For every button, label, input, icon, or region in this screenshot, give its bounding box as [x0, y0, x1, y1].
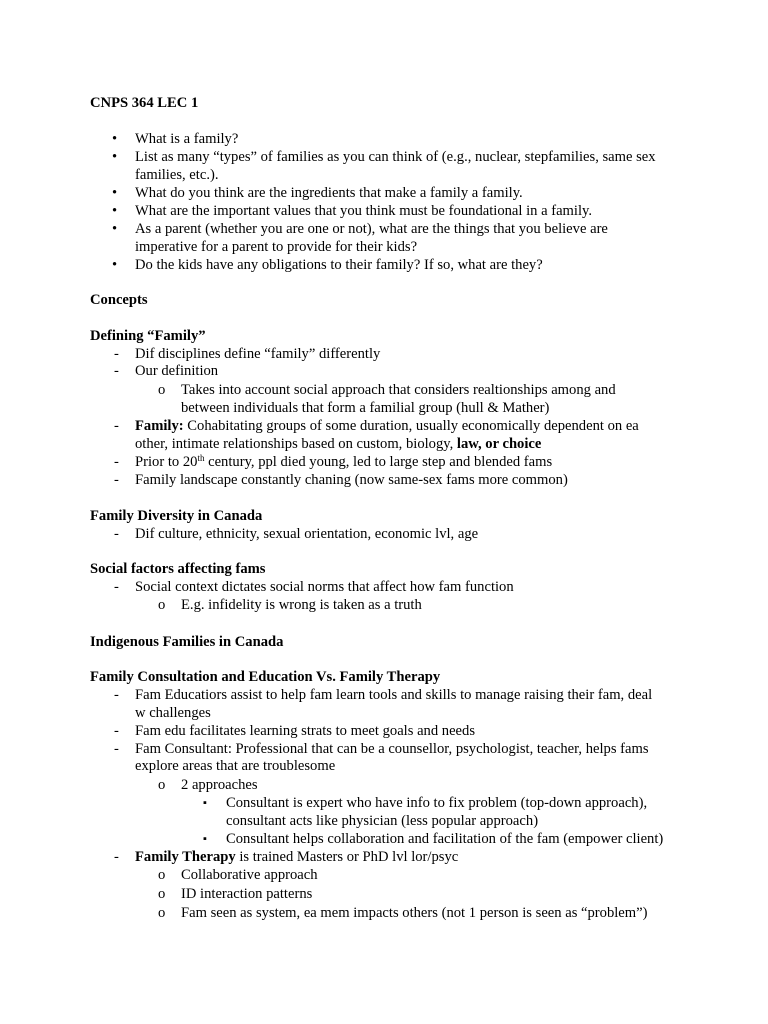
sub-sub-list-item: Consultant is expert who have info to fix problem (top-down approach),: [226, 795, 648, 811]
list-item-family-therapy: [135, 848, 458, 866]
bullet-circle: o: [158, 886, 166, 902]
list-item: Family landscape constantly chaning (now same-sex fams more common): [135, 472, 568, 488]
list-item-continuation: imperative for a parent to provide for their kids?: [135, 239, 418, 255]
list-item: Our definition: [135, 363, 219, 379]
document-title: CNPS 364 LEC 1: [90, 95, 199, 111]
sub-list-item: Takes into account social approach that considers realtionships among and: [181, 382, 616, 398]
list-item: What is a family?: [135, 131, 239, 147]
list-item: Fam Consultant: Professional that can be a counsellor, psychologist, teacher, helps fams: [135, 741, 649, 757]
family-therapy-term: Family Therapy: [135, 849, 236, 865]
bullet-dash: -: [114, 723, 119, 739]
sub-list-item-continuation: between individuals that form a familial group (hull & Mather): [181, 400, 550, 416]
bullet-dash: -: [114, 526, 119, 542]
section-heading-social-factors: Social factors affecting fams: [90, 561, 266, 577]
bullet-dash: -: [114, 346, 119, 362]
bullet-circle: o: [158, 867, 166, 883]
list-item: Dif culture, ethnicity, sexual orientation, economic lvl, age: [135, 526, 479, 542]
list-item: Fam edu facilitates learning strats to meet goals and needs: [135, 723, 476, 739]
list-item: Dif disciplines define “family” differently: [135, 346, 381, 362]
bullet-dot: •: [112, 149, 118, 165]
family-term: Family:: [135, 418, 184, 434]
bullet-dash: -: [114, 418, 119, 434]
list-item-continuation: explore areas that are troublesome: [135, 758, 336, 774]
list-item-continuation: [135, 435, 541, 453]
list-item: [135, 453, 552, 471]
section-heading-indigenous-families: Indigenous Families in Canada: [90, 634, 284, 650]
list-item: Social context dictates social norms that affect how fam function: [135, 579, 514, 595]
family-definition-text: other, intimate relationships based on custom, biology,: [135, 436, 457, 452]
sub-sub-list-item-continuation: consultant acts like physician (less popular approach): [226, 813, 539, 829]
bullet-dot: •: [112, 221, 118, 237]
section-heading-defining-family: Defining “Family”: [90, 328, 206, 344]
list-item: Fam Educatiors assist to help fam learn tools and skills to manage raising their fam, deal: [135, 687, 653, 703]
family-definition-text: Cohabitating groups of some duration, usually economically dependent on ea: [183, 418, 639, 434]
bullet-dash: -: [114, 687, 119, 703]
item-text: is trained Masters or PhD lvl lor/psyc: [235, 849, 459, 865]
list-item: Do the kids have any obligations to their family? If so, what are they?: [135, 257, 543, 273]
superscript-th: th: [197, 453, 205, 463]
sub-list-item: 2 approaches: [181, 777, 258, 793]
bullet-dash: -: [114, 472, 119, 488]
sub-sub-list-item: Consultant helps collaboration and facilitation of the fam (empower client): [226, 831, 664, 847]
bullet-dot: •: [112, 203, 118, 219]
family-definition-emphasis: law, or choice: [456, 436, 542, 452]
sub-list-item: E.g. infidelity is wrong is taken as a truth: [181, 597, 422, 613]
section-heading-concepts: Concepts: [90, 292, 148, 308]
list-item: As a parent (whether you are one or not), what are the things that you believe are: [135, 221, 608, 237]
bullet-dash: -: [114, 454, 119, 470]
list-item-continuation: w challenges: [135, 705, 211, 721]
bullet-dash: -: [114, 363, 119, 379]
item-text: Prior to 20: [135, 454, 198, 470]
bullet-square: ▪: [203, 797, 207, 809]
list-item-continuation: families, etc.).: [135, 167, 219, 183]
bullet-dot: •: [112, 131, 118, 147]
bullet-square: ▪: [203, 833, 207, 845]
bullet-dash: -: [114, 579, 119, 595]
bullet-dot: •: [112, 257, 118, 273]
bullet-dot: •: [112, 185, 118, 201]
bullet-dash: -: [114, 849, 119, 865]
list-item: What are the important values that you think must be foundational in a family.: [135, 203, 593, 219]
sub-list-item: Fam seen as system, ea mem impacts others (not 1 person is seen as “problem”): [181, 905, 648, 921]
item-text: century, ppl died young, led to large step and blended fams: [204, 454, 553, 470]
bullet-circle: o: [158, 777, 166, 793]
bullet-circle: o: [158, 905, 166, 921]
list-item: What do you think are the ingredients that make a family a family.: [135, 185, 523, 201]
bullet-circle: o: [158, 382, 166, 398]
list-item: List as many “types” of families as you can think of (e.g., nuclear, stepfamilies, same sex: [135, 149, 656, 165]
section-heading-family-diversity: Family Diversity in Canada: [90, 508, 263, 524]
sub-list-item: ID interaction patterns: [181, 886, 313, 902]
list-item-family-definition: [135, 417, 639, 435]
bullet-dash: -: [114, 741, 119, 757]
section-heading-consultation: Family Consultation and Education Vs. Family Therapy: [90, 669, 441, 685]
bullet-circle: o: [158, 597, 166, 613]
sub-list-item: Collaborative approach: [181, 867, 318, 883]
